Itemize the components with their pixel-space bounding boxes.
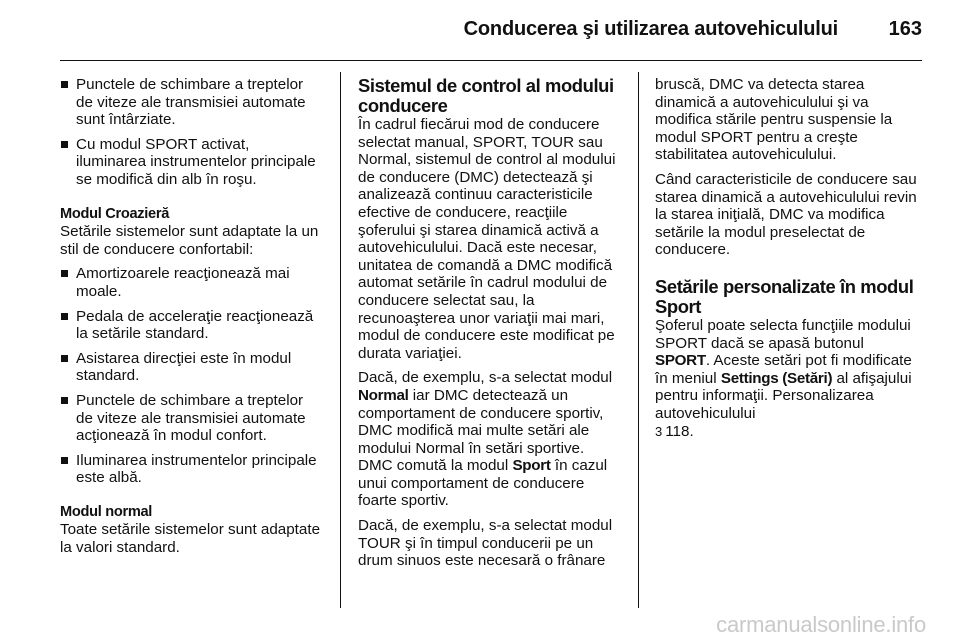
page-reference-link[interactable]: 118. — [665, 422, 694, 440]
cruise-mode-text: Setările sistemelor sunt adaptate la un stil de conducere confortabil: — [60, 223, 319, 258]
bold-sport: Sport — [512, 457, 551, 475]
list-item: Amortizoarele reacţionează mai moale. — [60, 265, 322, 300]
list-item: Cu modul SPORT activat, iluminarea instrumentelor principale se modifică din alb în roşu. — [60, 136, 322, 189]
sport-settings-paragraph — [655, 317, 923, 440]
bold-settings-menu: Settings (Setări) — [720, 369, 833, 387]
column-divider-2 — [638, 72, 639, 608]
cruise-bullet-list — [60, 265, 322, 487]
normal-mode-heading: Modul normal — [60, 503, 153, 520]
dmc-paragraph-3: Dacă, de exemplu, s-a selectat modul TOUR şi în timpul conducerii pe un drum sinuos este necesară o frânare — [358, 517, 613, 570]
watermark: carmanualsonline.info — [716, 612, 926, 637]
continued-paragraph-2: Când caracteristicile de conducere sau starea dinamică a autovehiculului revin la starea iniţială, DMC va modifica setările la modul preselectat de conducere. — [655, 170, 917, 259]
bold-sport-button: SPORT — [655, 352, 706, 370]
page-header — [0, 0, 960, 60]
page-number: 163 — [888, 18, 922, 40]
text-run: Şoferul poate selecta funcţiile modului SPORT dacă se apasă butonul — [655, 316, 911, 352]
text-run: Dacă, de exemplu, s-a selectat modul — [358, 369, 613, 387]
column-3 — [655, 76, 923, 447]
list-item: Punctele de schimbare a treptelor de viteze ale transmisiei automate acţionează în modul confort. — [60, 392, 322, 445]
text-run: . Aceste setări pot fi modificate în meniul — [655, 352, 912, 387]
column-2 — [358, 76, 623, 577]
list-item: Punctele de schimbare a treptelor de viteze ale transmisiei automate sunt întârziate. — [60, 76, 322, 129]
dmc-heading: Sistemul de control al modului conducere — [358, 75, 614, 116]
sport-settings-heading: Setările personalizate în modul Sport — [655, 275, 914, 317]
column-1 — [60, 76, 322, 564]
list-item: Pedala de acceleraţie reacţionează la setările standard. — [60, 308, 322, 343]
list-item: Asistarea direcţiei este în modul standard. — [60, 350, 322, 385]
cruise-mode-heading: Modul Croazieră — [60, 205, 170, 222]
intro-bullet-list — [60, 76, 322, 189]
continued-paragraph-1: bruscă, DMC va detecta starea dinamică a autovehiculului şi va modifica stările pentru suspensie la modul SPORT pentru a creşte stabilitatea autovehiculului. — [655, 76, 893, 164]
dmc-paragraph-1: În cadrul fiecărui mod de conducere selectat manual, SPORT, TOUR sau Normal, sistemul de control al modului de conducere (DMC) detectează şi analizează continuu caracteristicile efective de conducere, reacţiile şoferului şi starea dinamică activă a autovehiculului. Dacă este necesar, unitatea de comandă a DMC modifică automat setările în cadrul modului de conducere selectat sau, la recunoaşterea unor variaţii mai mari, modul de conducere este modificat pe durata variaţiei. — [358, 116, 616, 362]
normal-mode-text: Toate setările sistemelor sunt adaptate la valori standard. — [60, 521, 321, 557]
bold-normal: Normal — [358, 386, 409, 404]
text-run: al afişajului pentru informaţii. Personalizarea autovehiculului — [655, 369, 912, 422]
text-run: iar DMC detectează un comportament de conducere sportiv, DMC modifică mai multe setări ale modului Normal în setări sportive. DMC comută la modul — [358, 386, 604, 475]
list-item: Iluminarea instrumentelor principale este albă. — [60, 452, 322, 487]
page-reference-arrow-icon: 3 — [655, 423, 663, 439]
header-rule — [60, 60, 922, 61]
text-run: în cazul unui comportament de conducere foarte sportiv. — [358, 457, 608, 510]
dmc-paragraph-2 — [358, 369, 623, 510]
column-divider-1 — [340, 72, 341, 608]
header-title: Conducerea şi utilizarea autovehiculului — [463, 18, 838, 40]
